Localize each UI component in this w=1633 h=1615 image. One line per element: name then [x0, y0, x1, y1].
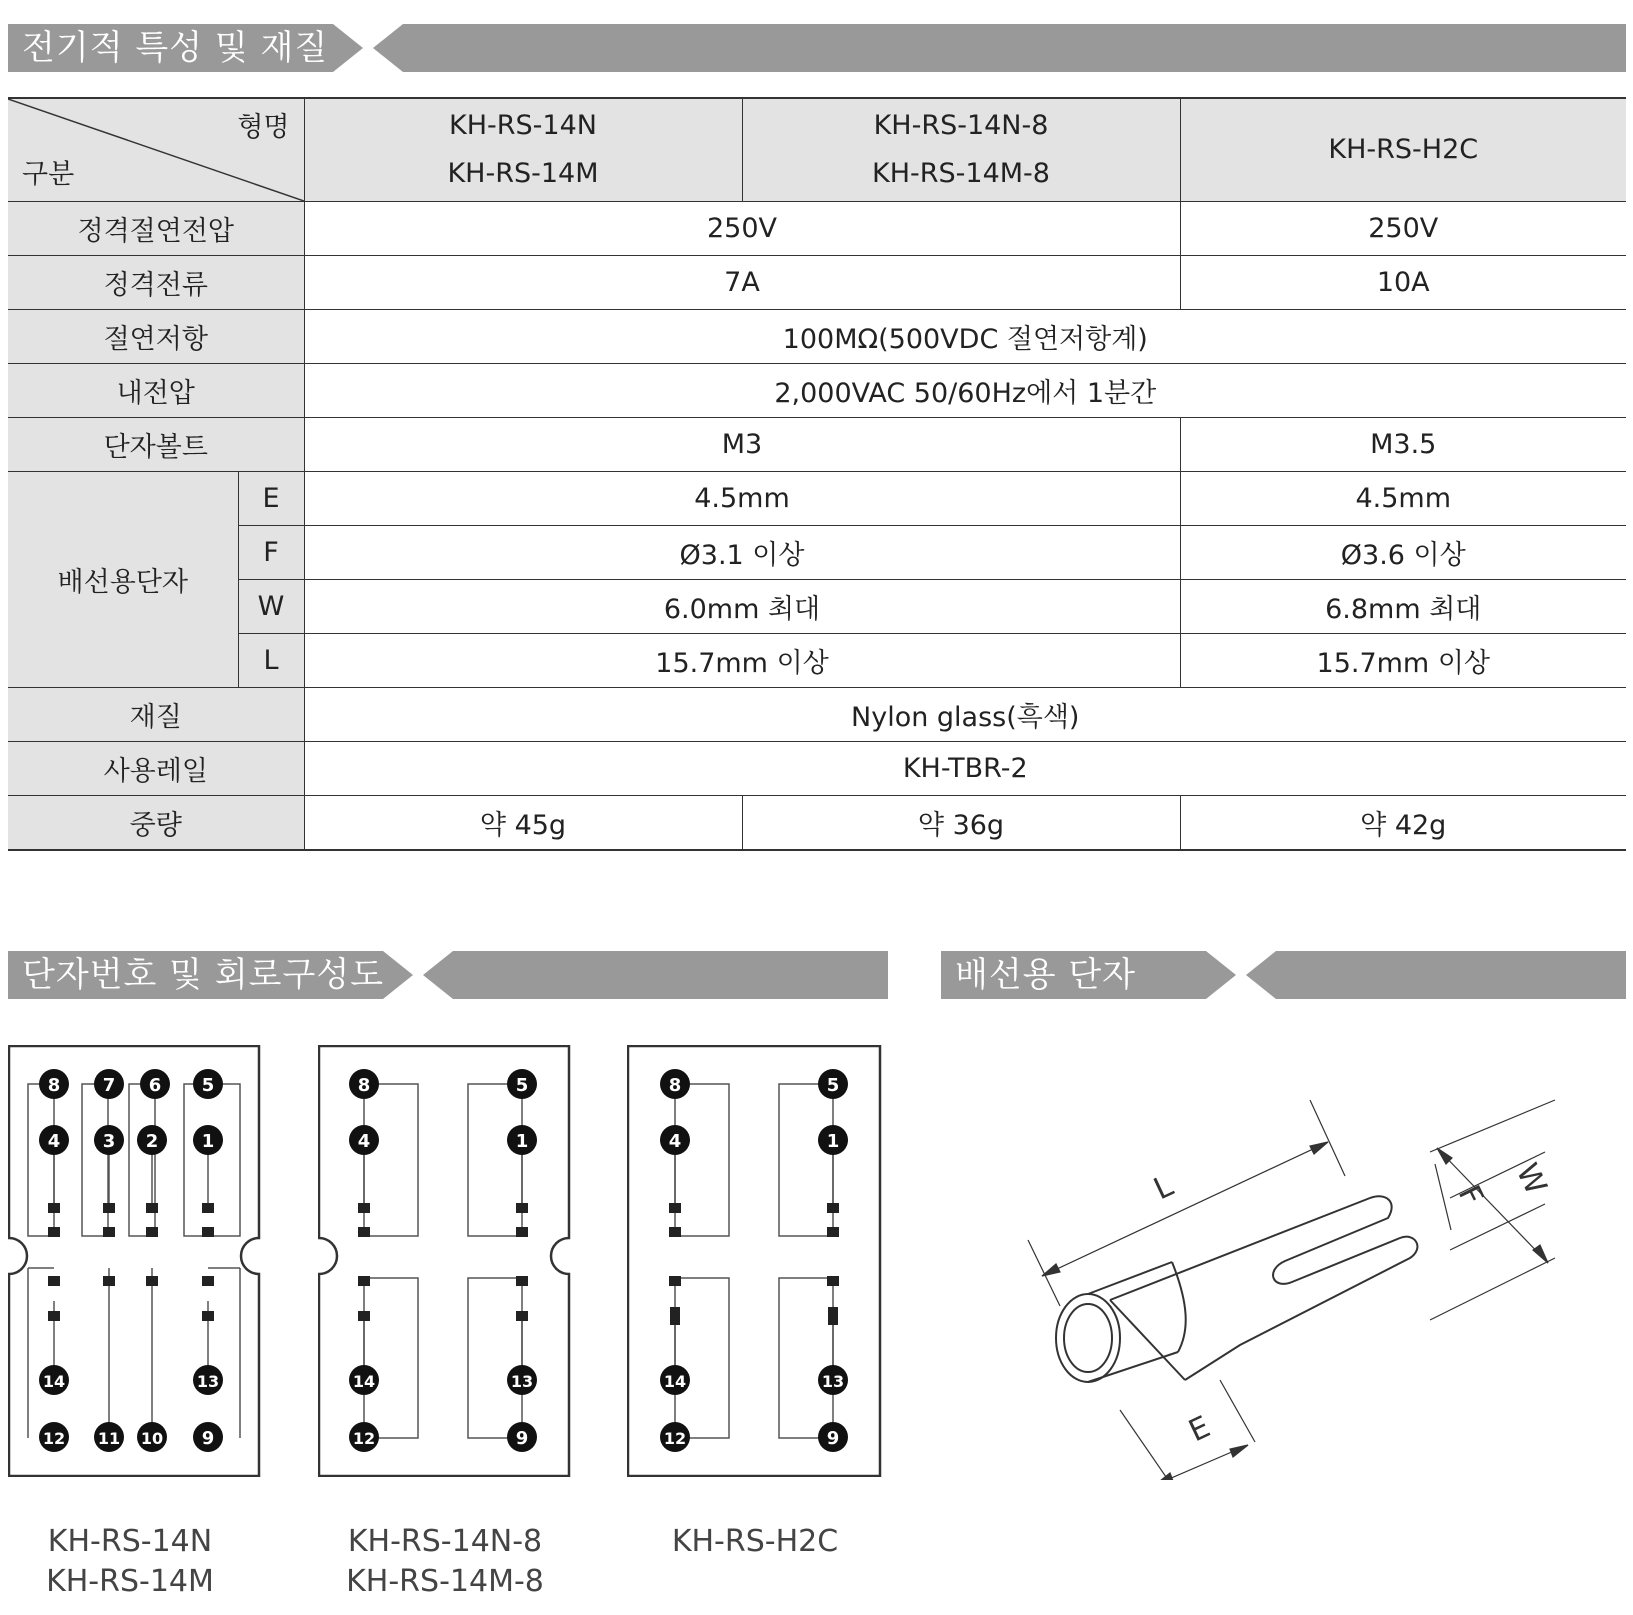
model-name: KH-RS-14N-8 [873, 110, 1049, 141]
svg-text:12: 12 [663, 1429, 687, 1448]
table-cell: 약 36g [742, 796, 1180, 851]
row-label: 배선용단자 [8, 472, 238, 688]
svg-text:13: 13 [821, 1372, 845, 1391]
caption-line: KH-RS-14M-8 [346, 1564, 544, 1599]
row-label: 정격절연전압 [8, 202, 304, 256]
table-row [8, 472, 1626, 526]
table-cell: M3.5 [1180, 418, 1626, 472]
table-cell: 15.7mm 이상 [1180, 634, 1626, 688]
svg-text:4: 4 [357, 1131, 371, 1152]
row-label: 재질 [8, 688, 304, 742]
caption-line: KH-RS-H2C [671, 1524, 839, 1559]
terminal-8 [39, 1069, 69, 1099]
table-cell: 250V [1180, 202, 1626, 256]
table-row [8, 688, 1626, 742]
table-row [8, 364, 1626, 418]
terminal-13 [818, 1365, 848, 1395]
svg-text:1: 1 [201, 1131, 215, 1152]
table-cell: M3 [304, 418, 1180, 472]
table-row [8, 796, 1626, 851]
table-cell: 10A [1180, 256, 1626, 310]
diagram-caption-1 [20, 1522, 240, 1602]
svg-text:9: 9 [515, 1428, 529, 1449]
row-label: 절연저항 [8, 310, 304, 364]
table-row [8, 202, 1626, 256]
sub-label: E [238, 472, 304, 526]
spec-section-banner [8, 24, 1626, 72]
svg-text:8: 8 [668, 1075, 682, 1096]
terminal-5 [818, 1069, 848, 1099]
terminal-13 [507, 1365, 537, 1395]
terminal-13 [193, 1365, 223, 1395]
table-cell: 4.5mm [1180, 472, 1626, 526]
terminal-section-banner [941, 951, 1626, 999]
circuit-diagram-4pole [8, 1045, 262, 1477]
svg-text:6: 6 [148, 1075, 162, 1096]
spec-section-title: 전기적 특성 및 재질 [22, 28, 329, 68]
svg-text:9: 9 [826, 1428, 840, 1449]
svg-text:5: 5 [201, 1075, 215, 1096]
diagram-caption-2 [320, 1522, 570, 1602]
table-row [8, 418, 1626, 472]
table-cell: 약 45g [304, 796, 742, 851]
svg-text:10: 10 [140, 1429, 164, 1448]
caption-line: KH-RS-14N [47, 1524, 213, 1559]
terminal-6 [140, 1069, 170, 1099]
header-model-label: 형명 [237, 112, 290, 143]
terminal-9 [818, 1422, 848, 1452]
terminal-8 [349, 1069, 379, 1099]
sub-label: F [238, 526, 304, 580]
table-cell: 약 42g [1180, 796, 1626, 851]
terminal-14 [39, 1365, 69, 1395]
terminal-node-group [39, 1069, 223, 1452]
svg-text:2: 2 [145, 1131, 159, 1152]
model-col-2 [742, 98, 1180, 202]
table-cell: 6.8mm 최대 [1180, 580, 1626, 634]
svg-text:13: 13 [196, 1372, 220, 1391]
table-cell: Ø3.6 이상 [1180, 526, 1626, 580]
row-label: 정격전류 [8, 256, 304, 310]
circuit-diagram-h2c [627, 1045, 883, 1477]
row-label: 단자볼트 [8, 418, 304, 472]
terminal-10 [137, 1422, 167, 1452]
terminal-4 [39, 1125, 69, 1155]
terminal-2 [137, 1125, 167, 1155]
svg-text:14: 14 [42, 1372, 66, 1391]
circuit-diagram-2pole-8 [318, 1045, 572, 1477]
svg-text:9: 9 [201, 1428, 215, 1449]
svg-text:8: 8 [47, 1075, 61, 1096]
table-row [8, 580, 1626, 634]
spec-table [8, 97, 1626, 851]
diagram-caption-3 [645, 1522, 865, 1562]
dim-label-W: W [1508, 1158, 1554, 1201]
table-cell: 250V [304, 202, 1180, 256]
svg-text:4: 4 [47, 1131, 61, 1152]
terminal-11 [94, 1422, 124, 1452]
svg-text:12: 12 [352, 1429, 376, 1448]
svg-text:12: 12 [42, 1429, 66, 1448]
circuit-section-title: 단자번호 및 회로구성도 [22, 955, 385, 995]
row-label: 사용레일 [8, 742, 304, 796]
sub-label: L [238, 634, 304, 688]
table-row [8, 634, 1626, 688]
terminal-12 [349, 1422, 379, 1452]
dim-label-F: F [1450, 1180, 1490, 1212]
svg-text:5: 5 [515, 1075, 529, 1096]
table-cell: 6.0mm 최대 [304, 580, 1180, 634]
terminal-1 [507, 1125, 537, 1155]
svg-text:4: 4 [668, 1131, 682, 1152]
model-name: KH-RS-14M-8 [872, 158, 1050, 189]
terminal-5 [193, 1069, 223, 1099]
terminal-5 [507, 1069, 537, 1099]
dim-label-E: E [1183, 1409, 1216, 1450]
model-col-3 [1180, 98, 1626, 202]
svg-text:5: 5 [826, 1075, 840, 1096]
caption-line: KH-RS-14N-8 [347, 1524, 543, 1559]
terminal-4 [660, 1125, 690, 1155]
svg-text:8: 8 [357, 1075, 371, 1096]
terminal-14 [349, 1365, 379, 1395]
svg-text:13: 13 [510, 1372, 534, 1391]
row-label: 내전압 [8, 364, 304, 418]
terminal-14 [660, 1365, 690, 1395]
terminal-7 [94, 1069, 124, 1099]
svg-text:1: 1 [515, 1131, 529, 1152]
model-name: KH-RS-H2C [1328, 134, 1479, 165]
caption-line: KH-RS-14M [46, 1564, 214, 1599]
terminal-9 [193, 1422, 223, 1452]
svg-text:3: 3 [102, 1131, 116, 1152]
terminal-section-title: 배선용 단자 [955, 955, 1137, 995]
table-row [8, 742, 1626, 796]
model-name: KH-RS-14M [447, 158, 599, 189]
svg-text:11: 11 [97, 1429, 121, 1448]
table-cell: 2,000VAC 50/60Hz에서 1분간 [304, 364, 1626, 418]
terminal-12 [660, 1422, 690, 1452]
wiring-terminal-drawing [1010, 1080, 1570, 1480]
header-corner-cell [8, 98, 304, 202]
row-label: 중량 [8, 796, 304, 851]
sub-label: W [238, 580, 304, 634]
terminal-1 [818, 1125, 848, 1155]
header-category-label: 구분 [22, 159, 75, 190]
table-cell: Ø3.1 이상 [304, 526, 1180, 580]
table-cell: 4.5mm [304, 472, 1180, 526]
table-cell: 100MΩ(500VDC 절연저항계) [304, 310, 1626, 364]
model-name: KH-RS-14N [449, 110, 597, 141]
svg-text:7: 7 [102, 1075, 116, 1096]
terminal-12 [39, 1422, 69, 1452]
terminal-3 [94, 1125, 124, 1155]
svg-text:14: 14 [352, 1372, 376, 1391]
terminal-4 [349, 1125, 379, 1155]
svg-text:14: 14 [663, 1372, 687, 1391]
svg-text:1: 1 [826, 1131, 840, 1152]
table-row [8, 526, 1626, 580]
dim-label-L: L [1148, 1168, 1179, 1208]
terminal-1 [193, 1125, 223, 1155]
table-cell: KH-TBR-2 [304, 742, 1626, 796]
table-cell: 7A [304, 256, 1180, 310]
model-col-1 [304, 98, 742, 202]
table-cell: 15.7mm 이상 [304, 634, 1180, 688]
circuit-section-banner [8, 951, 888, 999]
terminal-9 [507, 1422, 537, 1452]
table-row [8, 256, 1626, 310]
table-cell: Nylon glass(흑색) [304, 688, 1626, 742]
terminal-8 [660, 1069, 690, 1099]
table-row [8, 310, 1626, 364]
